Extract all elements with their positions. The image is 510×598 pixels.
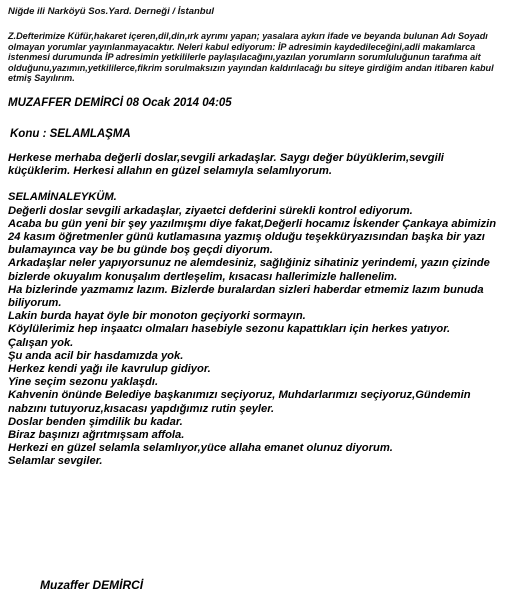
post-paragraph: Köylülerimiz hep inşaatcı olmaları hasebiyle sezonu kapattıkları için herkes yatıyor.: [8, 323, 451, 336]
post-paragraph: Şu anda acil bir hasdamızda yok.: [8, 349, 184, 362]
post-paragraph: Biraz başınızı ağrıtmışsam affola.: [8, 429, 185, 442]
post-author-date: MUZAFFER DEMİRCİ 08 Ocak 2014 04:05: [8, 97, 232, 109]
post-paragraph: Değerli doslar sevgili arkadaşlar, ziyaetci defderini sürekli kontrol ediyorum.: [8, 204, 413, 217]
site-title: Niğde ili Narköyü Sos.Yard. Derneği / İstanbul: [8, 6, 215, 17]
post-paragraph: Herkezi en güzel selamla selamlıyor,yüce allaha emanet olunuz diyorum.: [8, 442, 393, 455]
post-paragraph: Herkez kendi yağı ile kavrulup gidiyor.: [8, 363, 211, 376]
post-paragraph: Ha bizlerinde yazmamız lazım. Bizlerde buralardan sizleri haberdar etmemiz lazım bunuda biliyorum.: [8, 283, 484, 310]
post-paragraph: Kahvenin önünde Belediye başkanımızı seçiyoruz, Muhdarlarımızı seçiyoruz,Gündemin nabzını tutuyoruz,kısacası yapdığımız rutin şeyler.: [8, 389, 471, 415]
post-subject: Konu : SELAMLAŞMA: [10, 128, 131, 140]
post-paragraph: Acaba bu gün yeni bir şey yazılmışmı diye fakat,Değerli hocamız İskender Çankaya abimizin 24 kasım öğretmenler günü kutlamasına yazmış olduğu teşekküryazısından başka bir yazı bulamayınca vay be bu günde boş geçdi diyorum.: [8, 217, 497, 257]
post-paragraph: Selamlar sevgiler.: [8, 455, 103, 468]
post-intro: Herkese merhaba değerli doslar,sevgili arkadaşlar. Saygı değer büyüklerim,sevgili küçüklerim. Herkesi allahın en güzel selamıyla selamlıyorum.: [8, 152, 444, 178]
guestbook-disclaimer: Z.Defterimize Küfür,hakaret içeren,dil,din,ırk ayrımı yapan; yasalara aykırı ifade ve beyanda bulunan Adı Soyadı olmayan yorumlar yayınlanmayacaktır. Neleri kabul ediyorum: İP adresimin kaydedileceğini,adli makamlarca istenmesi durumunda İP adresimin yetkililerle paylaşılacağını,yazılan yorumların sorumluluğunun tarafıma ait olduğunu,yazımın,yetkililerce,fikrim sorulmaksızın yayından kaldırılacağı bu siteye girdiğim andan itibaren kabul etmiş Sayılırım.: [8, 31, 494, 84]
post-body: [8, 152, 504, 469]
post-paragraph: Doslar benden şimdilik bu kadar.: [8, 415, 183, 428]
post-paragraph: Lakin burda hayat öyle bir monoton geçiyorki sormayın.: [8, 310, 306, 323]
post-signature: Muzaffer DEMİRCİ: [40, 578, 144, 592]
post-paragraph: Arkadaşlar neler yapıyorsunuz ne alemdesiniz, sağlığiniz sihatiniz yerindemi, yazın çizinde bizlerde okuyalım konuşalım dertleşelim, kısacası hallerimizle hallenelim.: [8, 257, 490, 283]
post-paragraph: Çalışan yok.: [8, 336, 74, 349]
post-paragraph: Yine seçim sezonu yaklaşdı.: [8, 376, 159, 389]
post-greeting: SELAMİNALEYKÜM.: [8, 191, 117, 204]
